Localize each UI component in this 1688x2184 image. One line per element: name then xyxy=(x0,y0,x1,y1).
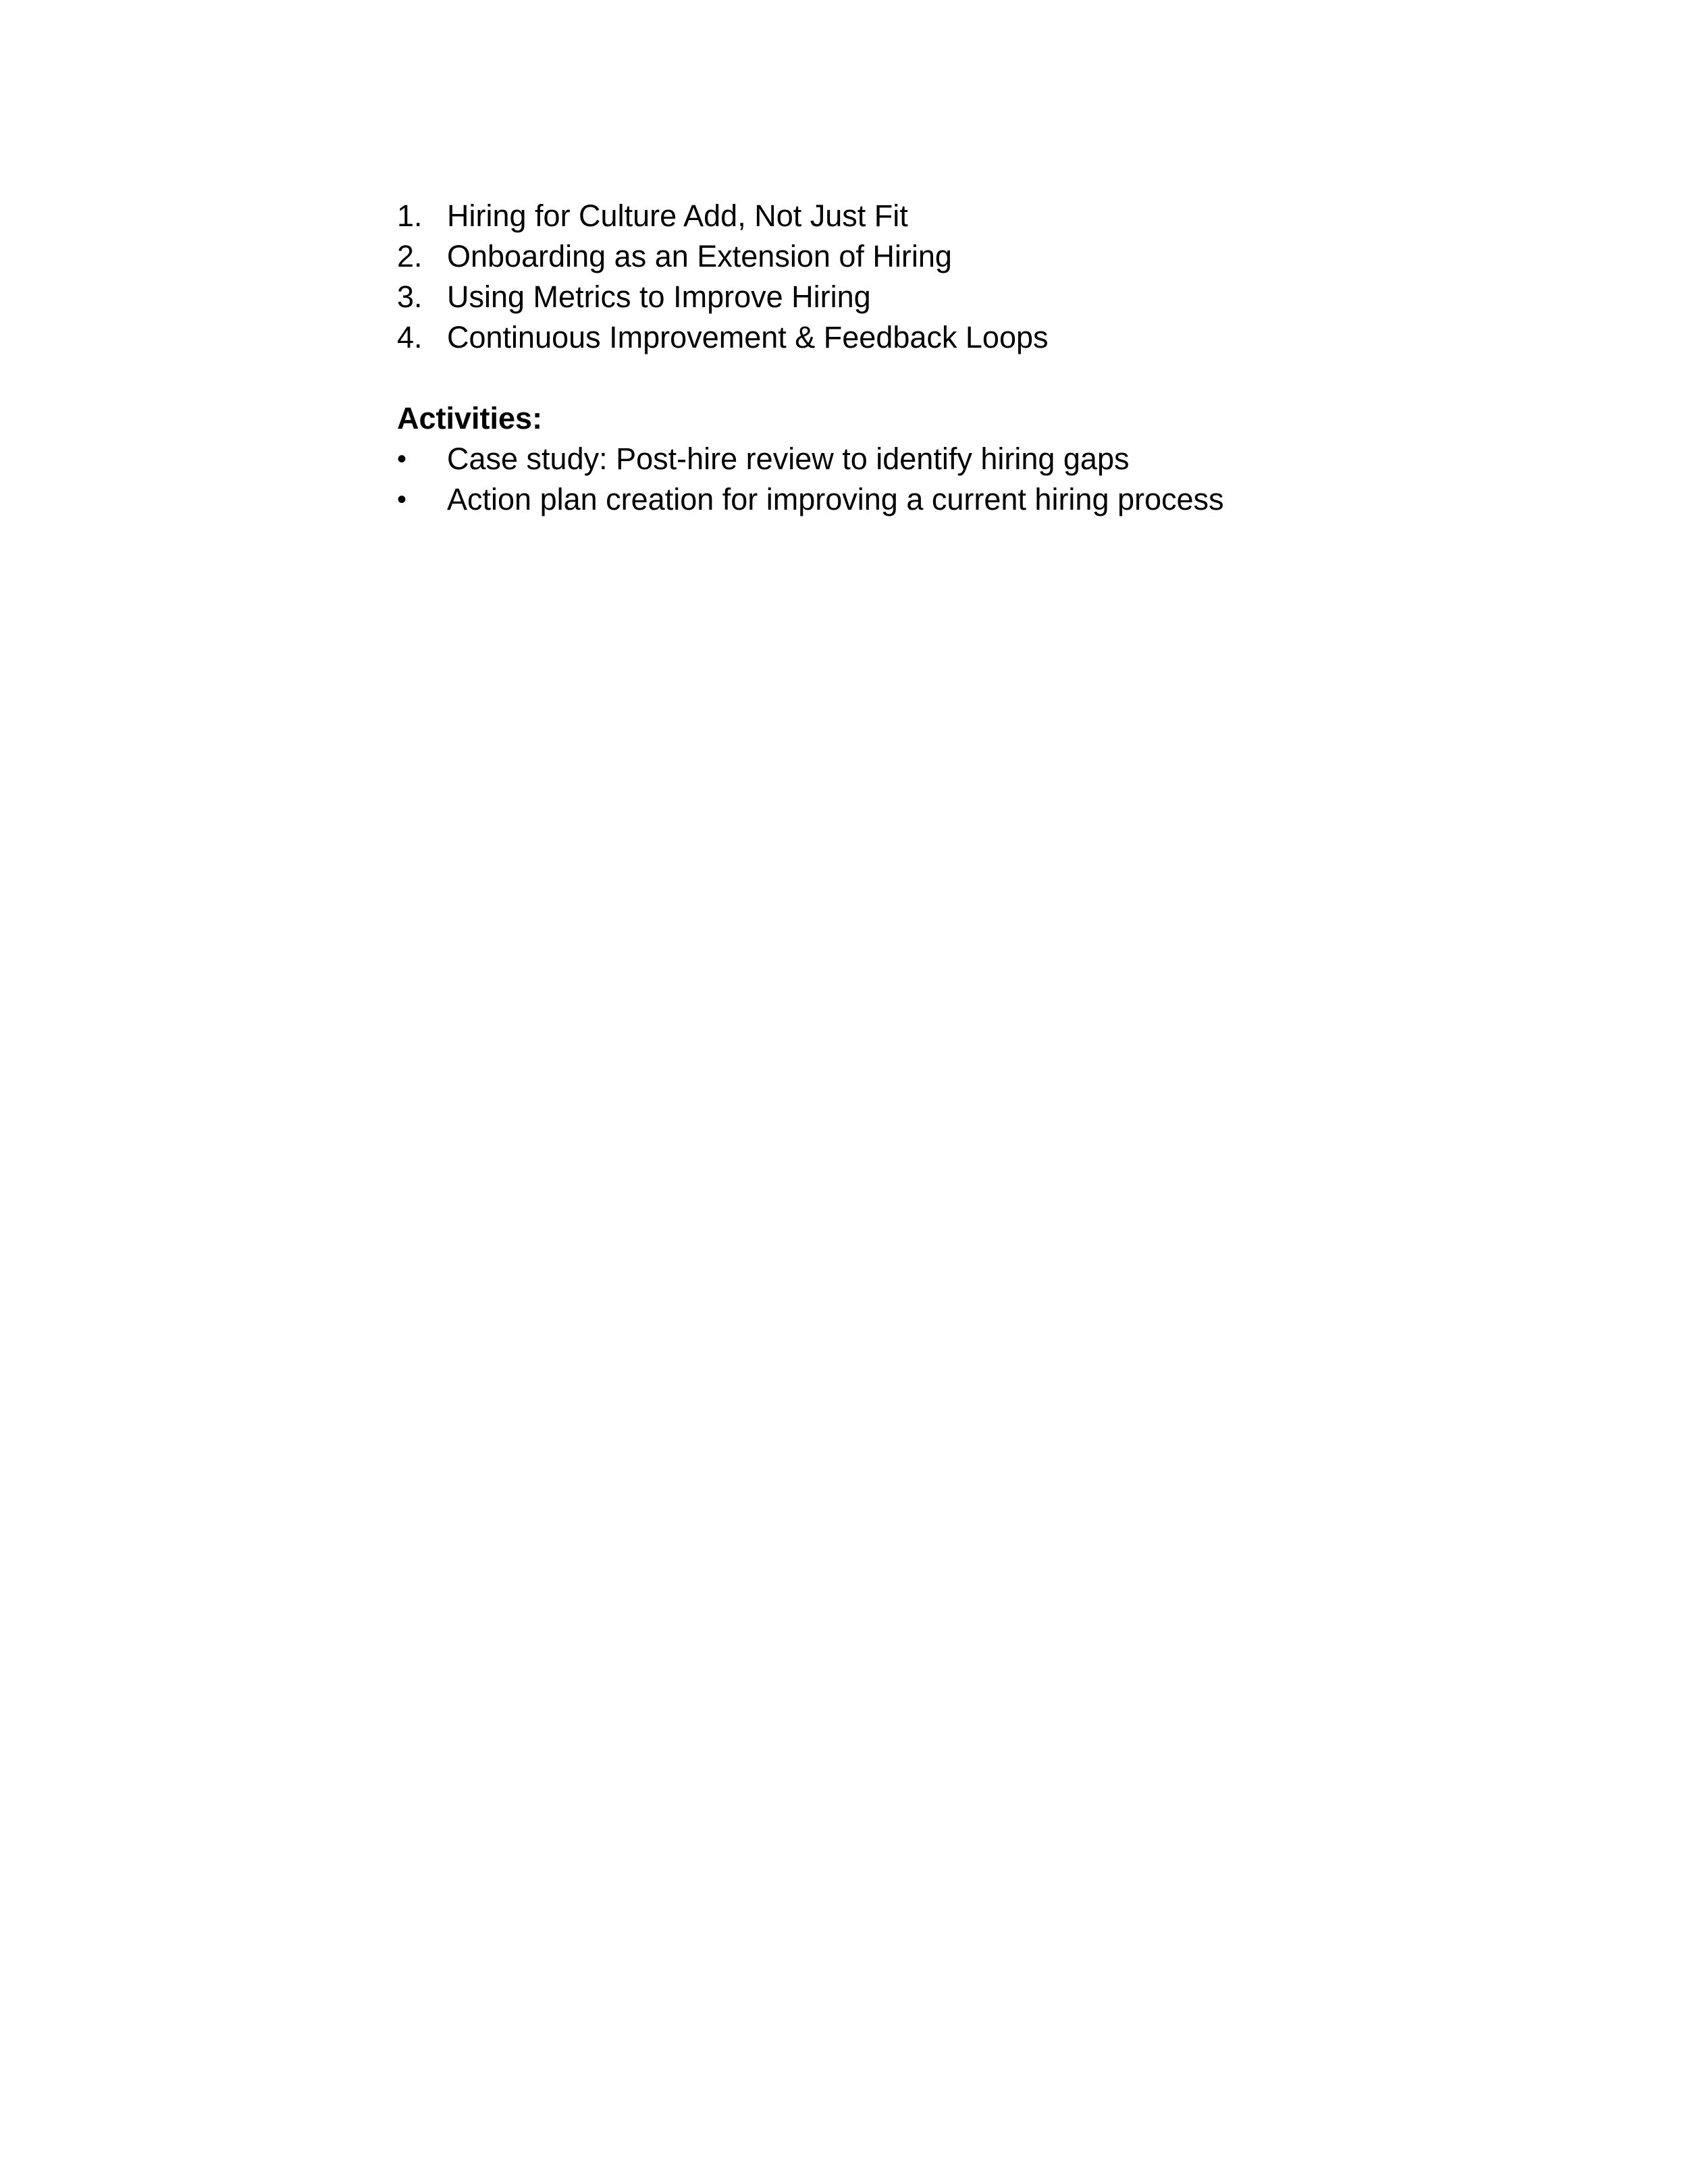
page-content xyxy=(397,196,1410,520)
bullet-icon: • xyxy=(397,485,407,514)
list-number: 3. xyxy=(397,279,423,314)
paragraph-spacer xyxy=(397,358,1410,398)
list-item xyxy=(397,236,1410,277)
bullet-item xyxy=(397,439,1410,479)
list-item-text: Using Metrics to Improve Hiring xyxy=(447,279,871,314)
activities-list xyxy=(397,439,1410,520)
numbered-list xyxy=(397,196,1410,358)
bullet-item-text: Action plan creation for improving a current hiring process xyxy=(447,482,1224,516)
list-item xyxy=(397,277,1410,317)
list-item xyxy=(397,317,1410,358)
bullet-item-text: Case study: Post-hire review to identify hiring gaps xyxy=(447,442,1130,476)
activities-heading: Activities: xyxy=(397,401,543,435)
list-item xyxy=(397,196,1410,236)
list-number: 4. xyxy=(397,320,423,354)
list-number: 2. xyxy=(397,239,423,273)
bullet-icon: • xyxy=(397,444,407,474)
list-item-text: Onboarding as an Extension of Hiring xyxy=(447,239,952,273)
list-number: 1. xyxy=(397,198,423,233)
list-item-text: Continuous Improvement & Feedback Loops xyxy=(447,320,1049,354)
bullet-item xyxy=(397,479,1410,520)
list-item-text: Hiring for Culture Add, Not Just Fit xyxy=(447,198,908,233)
